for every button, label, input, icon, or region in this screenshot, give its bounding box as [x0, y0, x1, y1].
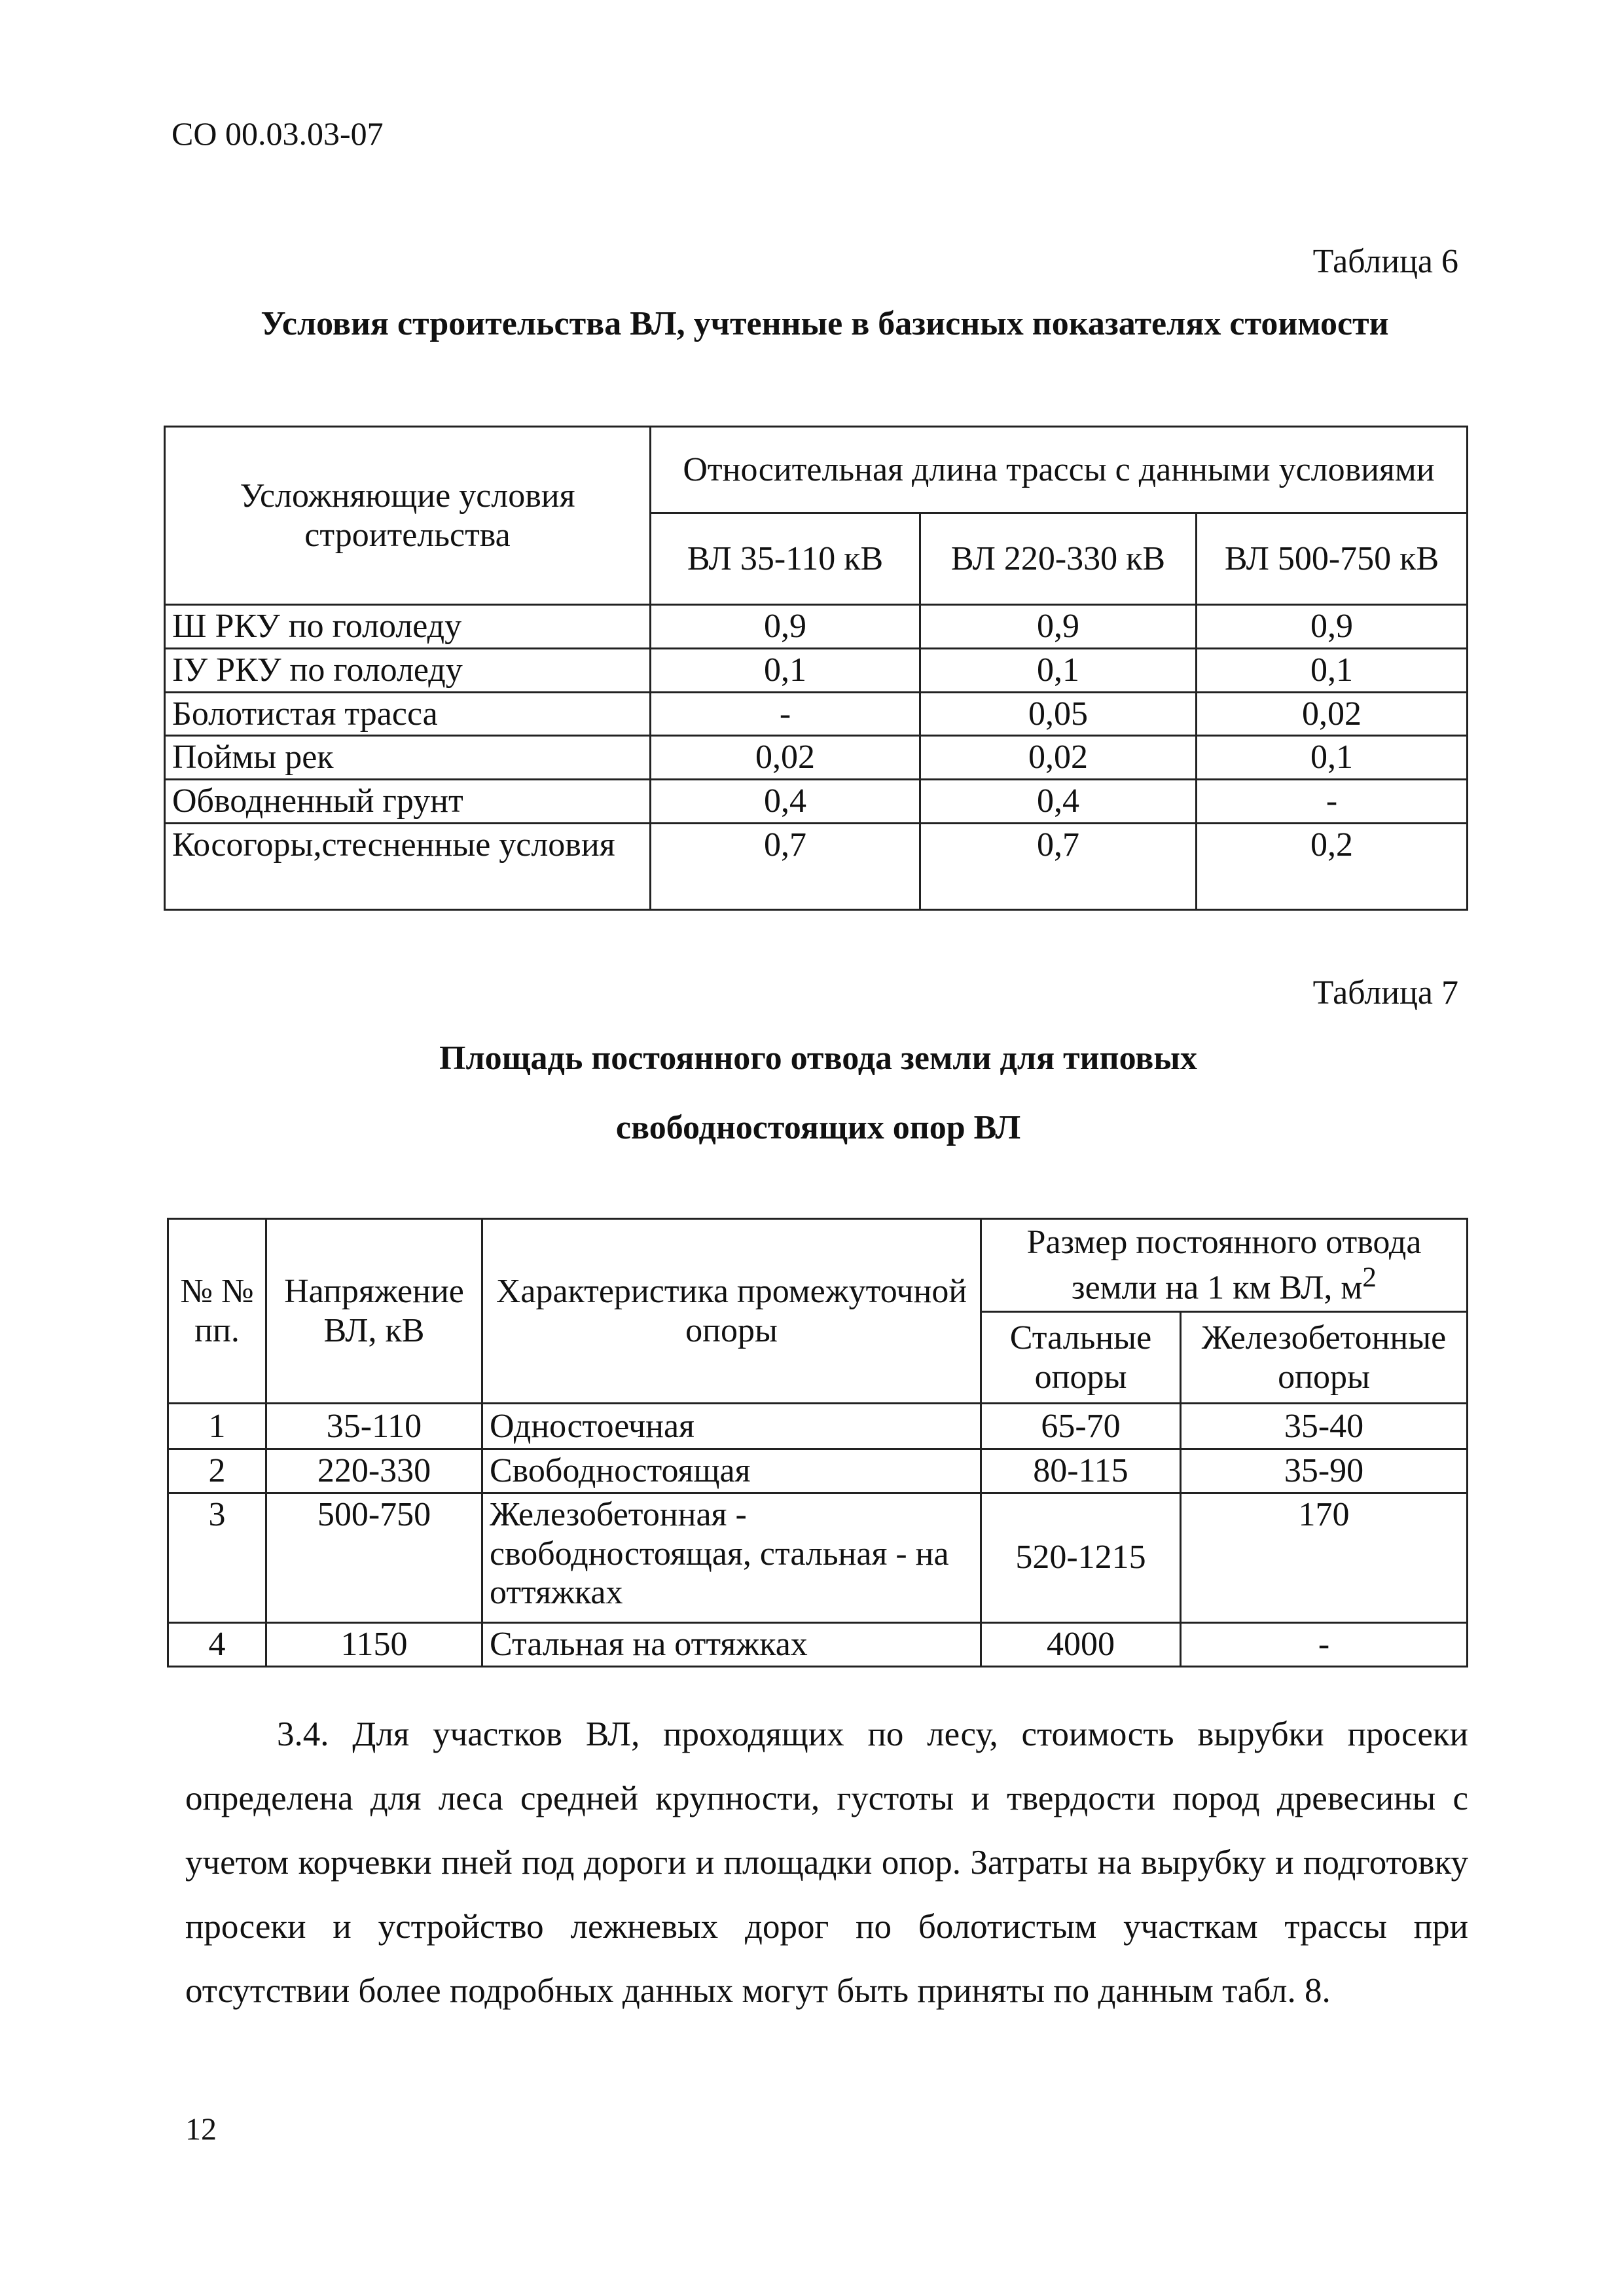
table7-cell-concrete: -	[1181, 1622, 1468, 1666]
table6-cell-vl220: 0,02	[920, 736, 1197, 780]
table-row	[165, 648, 1468, 692]
table6-cell-vl220: 0,7	[920, 823, 1197, 909]
table7-cell-concrete: 170	[1181, 1493, 1468, 1622]
table6-cell-condition: Ш РКУ по гололеду	[165, 605, 651, 649]
table-row	[168, 1449, 1468, 1493]
table6-cell-vl35: 0,02	[651, 736, 920, 780]
document-code: СО 00.03.03-07	[171, 115, 384, 152]
table7	[167, 1218, 1468, 1667]
table7-cell-voltage: 220-330	[266, 1449, 482, 1493]
table7-cell-char: Железобетонная - свободностоящая, стальная - на оттяжках	[482, 1493, 981, 1622]
table7-cell-voltage: 500-750	[266, 1493, 482, 1622]
table7-header-group-sup: 2	[1362, 1262, 1377, 1294]
table7-cell-char: Одностоечная	[482, 1404, 981, 1449]
table-row	[168, 1493, 1468, 1622]
table6-cell-vl35: -	[651, 692, 920, 736]
table7-cell-concrete: 35-40	[1181, 1404, 1468, 1449]
table6-header-row	[165, 427, 1468, 513]
table6-header-group: Относительная длина трассы с данными условиями	[651, 427, 1468, 513]
table6-header-vl220: ВЛ 220-330 кВ	[920, 513, 1197, 605]
table7-header-group-text: Размер постоянного отвода земли на 1 км ВЛ, м	[1026, 1223, 1422, 1307]
table6-cell-vl500: 0,9	[1197, 605, 1468, 649]
table-row	[165, 780, 1468, 824]
table6-cell-vl220: 0,4	[920, 780, 1197, 824]
table6-cell-vl35: 0,1	[651, 648, 920, 692]
table7-cell-char: Свободностоящая	[482, 1449, 981, 1493]
table6-title: Условия строительства ВЛ, учтенные в базисных показателях стоимости	[261, 305, 1389, 342]
table7-header-group	[981, 1219, 1468, 1312]
table7-title-line1: Площадь постоянного отвода земли для типовых	[439, 1040, 1197, 1077]
table6-cell-vl500: -	[1197, 780, 1468, 824]
table6-cell-condition: Косогоры,стесненные условия	[165, 823, 651, 909]
table7-cell-steel: 65-70	[981, 1404, 1181, 1449]
table7-header-steel: Стальные опоры	[981, 1312, 1181, 1404]
table7-cell-steel: 80-115	[981, 1449, 1181, 1493]
table6-header-vl500: ВЛ 500-750 кВ	[1197, 513, 1468, 605]
paragraph-text: 3.4. Для участков ВЛ, проходящих по лесу, стоимость вырубки просеки определена для леса средней крупности, густоты и твердости пород древесины с учетом корчевки пней под дороги и площадки опор. Затраты на вырубку и подготовку просеки и устройство лежневых дорог по болотистым участкам трассы при отсутствии более подробных данных могут быть приняты по данным табл. 8.	[185, 1715, 1468, 2010]
table6-cell-vl35: 0,9	[651, 605, 920, 649]
table7-header-num: № № пп.	[168, 1219, 266, 1404]
table7-header-row	[168, 1219, 1468, 1312]
table7-cell-steel: 4000	[981, 1622, 1181, 1666]
table6-cell-vl500: 0,02	[1197, 692, 1468, 736]
table6-header-vl35: ВЛ 35-110 кВ	[651, 513, 920, 605]
page-number: 12	[185, 2112, 217, 2147]
table6-header-conditions: Усложняющие условия строительства	[165, 427, 651, 605]
table-row	[165, 736, 1468, 780]
table6-cell-vl220: 0,1	[920, 648, 1197, 692]
table7-cell-char: Стальная на оттяжках	[482, 1622, 981, 1666]
table-row	[165, 823, 1468, 909]
table7-header-voltage: Напряжение ВЛ, кВ	[266, 1219, 482, 1404]
table7-cell-num: 2	[168, 1449, 266, 1493]
table6-cell-vl220: 0,05	[920, 692, 1197, 736]
table6-cell-vl35: 0,7	[651, 823, 920, 909]
paragraph-3-4	[185, 1702, 1468, 2023]
table-row	[165, 692, 1468, 736]
table6-cell-vl500: 0,2	[1197, 823, 1468, 909]
table7-cell-num: 1	[168, 1404, 266, 1449]
table6-cell-vl500: 0,1	[1197, 736, 1468, 780]
table-row	[165, 605, 1468, 649]
table7-cell-steel: 520-1215	[981, 1493, 1181, 1622]
table7-cell-num: 4	[168, 1622, 266, 1666]
table6-cell-vl220: 0,9	[920, 605, 1197, 649]
table6-cell-condition: Поймы рек	[165, 736, 651, 780]
table7-title-line2: свободностоящих опор ВЛ	[615, 1109, 1021, 1146]
table7-cell-num: 3	[168, 1493, 266, 1622]
table7-cell-voltage: 1150	[266, 1622, 482, 1666]
table-row	[168, 1404, 1468, 1449]
table6-cell-condition: Болотистая трасса	[165, 692, 651, 736]
table6-cell-vl35: 0,4	[651, 780, 920, 824]
table7-header-char: Характеристика промежуточной опоры	[482, 1219, 981, 1404]
table7-cell-voltage: 35-110	[266, 1404, 482, 1449]
table-row	[168, 1622, 1468, 1666]
table7-header-concrete: Железобетонные опоры	[1181, 1312, 1468, 1404]
table6-cell-condition: Обводненный грунт	[165, 780, 651, 824]
table6-cell-condition: IУ РКУ по гололеду	[165, 648, 651, 692]
table6-cell-vl500: 0,1	[1197, 648, 1468, 692]
table7-label: Таблица 7	[1312, 974, 1458, 1011]
table6	[164, 426, 1468, 911]
table6-label: Таблица 6	[1312, 243, 1458, 280]
table7-cell-concrete: 35-90	[1181, 1449, 1468, 1493]
